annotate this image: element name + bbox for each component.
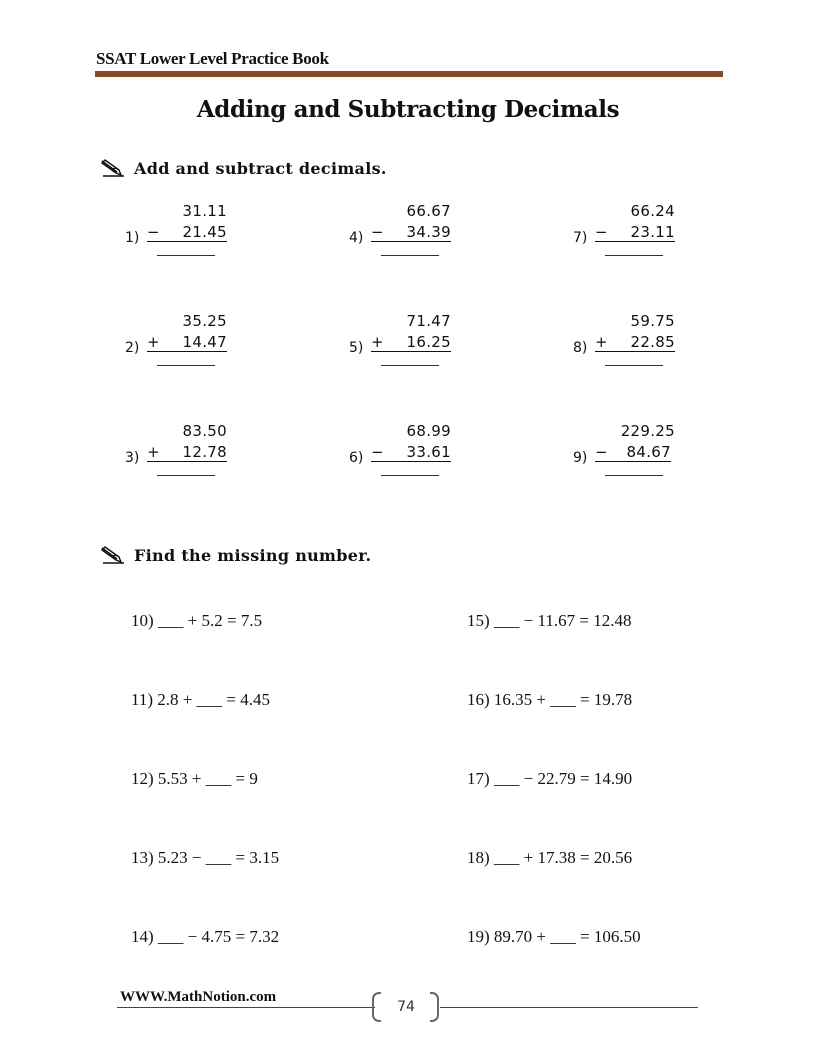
- problem-number: 4): [349, 230, 364, 246]
- top-operand: 66.67: [406, 202, 451, 220]
- answer-line[interactable]: [381, 255, 439, 256]
- top-operand: 31.11: [182, 202, 227, 220]
- top-operand: 66.24: [630, 202, 675, 220]
- operation-row: [371, 223, 451, 242]
- top-operand: 71.47: [406, 312, 451, 330]
- operator: +: [147, 443, 160, 461]
- operation-row: [595, 333, 675, 352]
- bottom-operand: 84.67: [626, 443, 671, 461]
- bottom-operand: 23.11: [630, 223, 675, 241]
- answer-line[interactable]: [605, 475, 663, 476]
- operator: +: [147, 333, 160, 351]
- problem-number: 3): [125, 450, 140, 466]
- footer-website: WWW.MathNotion.com: [120, 989, 277, 1005]
- answer-line[interactable]: [157, 365, 215, 366]
- operator: +: [595, 333, 608, 351]
- problem-5: [349, 312, 479, 392]
- problem-number: 5): [349, 340, 364, 356]
- footer-divider-right: [440, 1007, 698, 1008]
- equation-15: 15) ___ − 11.67 = 12.48: [467, 611, 632, 630]
- equation-13: 13) 5.23 − ___ = 3.15: [131, 848, 280, 867]
- bottom-operand: 14.47: [182, 333, 227, 351]
- problem-number: 6): [349, 450, 364, 466]
- top-operand: 68.99: [406, 422, 451, 440]
- operator: +: [371, 333, 384, 351]
- equation-17: 17) ___ − 22.79 = 14.90: [467, 769, 633, 788]
- problem-number: 1): [125, 230, 140, 246]
- bottom-operand: 33.61: [406, 443, 451, 461]
- problem-1: [125, 202, 255, 282]
- bottom-operand: 34.39: [406, 223, 451, 241]
- bottom-operand: 12.78: [182, 443, 227, 461]
- operation-row: [371, 443, 451, 462]
- top-operand: 35.25: [182, 312, 227, 330]
- pencil-icon: [100, 545, 126, 565]
- operator: −: [147, 223, 160, 241]
- answer-line[interactable]: [157, 255, 215, 256]
- problem-number: 9): [573, 450, 588, 466]
- top-operand: 83.50: [182, 422, 227, 440]
- equation-16: 16) 16.35 + ___ = 19.78: [467, 690, 633, 709]
- book-title: SSAT Lower Level Practice Book: [96, 49, 329, 68]
- section-instruction: Find the missing number.: [134, 545, 372, 565]
- problem-number: 7): [573, 230, 588, 246]
- operator: −: [595, 223, 608, 241]
- operation-row: [371, 333, 451, 352]
- operator: −: [371, 443, 384, 461]
- top-operand: 59.75: [630, 312, 675, 330]
- problem-7: [573, 202, 703, 282]
- top-operand: 229.25: [620, 422, 675, 440]
- equation-12: 12) 5.53 + ___ = 9: [131, 769, 258, 788]
- answer-line[interactable]: [157, 475, 215, 476]
- answer-line[interactable]: [605, 365, 663, 366]
- operation-row: [595, 223, 675, 242]
- operator: −: [595, 443, 608, 461]
- answer-line[interactable]: [381, 475, 439, 476]
- operation-row: [595, 443, 671, 462]
- operation-row: [147, 443, 227, 462]
- problem-3: [125, 422, 255, 502]
- page-title: Adding and Subtracting Decimals: [196, 96, 620, 123]
- equation-18: 18) ___ + 17.38 = 20.56: [467, 848, 633, 867]
- pencil-icon: [100, 158, 126, 178]
- answer-line[interactable]: [605, 255, 663, 256]
- equation-10: 10) ___ + 5.2 = 7.5: [131, 611, 263, 630]
- bottom-operand: 22.85: [630, 333, 675, 351]
- section-heading-missing-number: [100, 545, 371, 565]
- problem-number: 8): [573, 340, 588, 356]
- page-number: 74: [397, 999, 415, 1015]
- problem-9: [573, 422, 703, 502]
- equation-19: 19) 89.70 + ___ = 106.50: [467, 927, 641, 946]
- answer-line[interactable]: [381, 365, 439, 366]
- section-heading-add-subtract: [100, 158, 387, 178]
- equation-14: 14) ___ − 4.75 = 7.32: [131, 927, 280, 946]
- section-instruction: Add and subtract decimals.: [134, 158, 387, 178]
- footer-divider-left: [117, 1007, 375, 1008]
- bottom-operand: 16.25: [406, 333, 451, 351]
- problem-number: 2): [125, 340, 140, 356]
- header-divider: [95, 71, 723, 77]
- operation-row: [147, 223, 227, 242]
- problem-4: [349, 202, 479, 282]
- operator: −: [371, 223, 384, 241]
- equation-11: 11) 2.8 + ___ = 4.45: [131, 690, 270, 709]
- bottom-operand: 21.45: [182, 223, 227, 241]
- page-number-bracket-right: [430, 992, 439, 1022]
- page-number-bracket-left: [372, 992, 381, 1022]
- operation-row: [147, 333, 227, 352]
- problem-8: [573, 312, 703, 392]
- problem-2: [125, 312, 255, 392]
- problem-6: [349, 422, 479, 502]
